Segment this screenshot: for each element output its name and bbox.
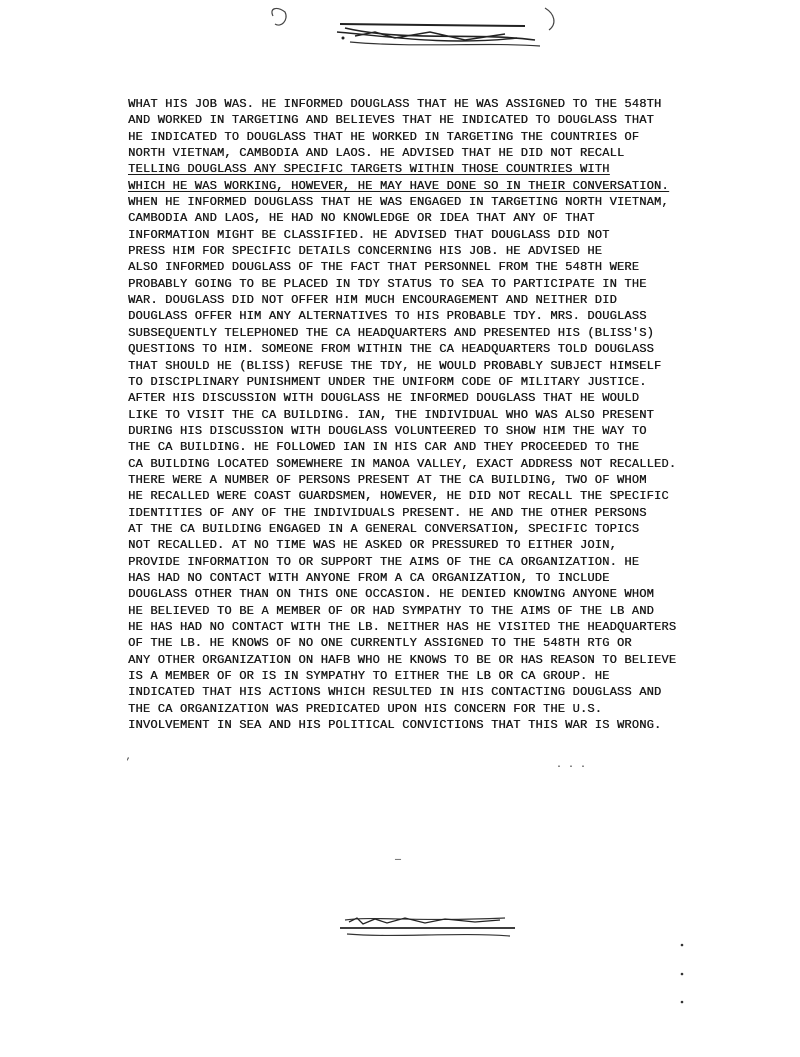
text-line: HE RECALLED WERE COAST GUARDSMEN, HOWEVER, HE DID NOT RECALL THE SPECIFIC [128,489,669,504]
text-line: AFTER HIS DISCUSSION WITH DOUGLASS HE INFORMED DOUGLASS THAT HE WOULD [128,391,640,406]
text-line: DOUGLASS OFFER HIM ANY ALTERNATIVES TO HIS PROBABLE TDY. MRS. DOUGLASS [128,309,647,324]
text-line: NOT RECALLED. AT NO TIME WAS HE ASKED OR PRESSURED TO EITHER JOIN, [128,538,617,553]
text-line: THERE WERE A NUMBER OF PERSONS PRESENT AT THE CA BUILDING, TWO OF WHOM [128,472,647,487]
text-line: WHAT HIS JOB WAS. HE INFORMED DOUGLASS THAT HE WAS ASSIGNED TO THE 548TH [128,97,662,111]
text-line: QUESTIONS TO HIM. SOMEONE FROM WITHIN THE CA HEADQUARTERS TOLD DOUGLASS [128,342,654,357]
body-text [128,96,748,733]
text-line-underlined: TELLING DOUGLASS ANY SPECIFIC TARGETS WITHIN THOSE COUNTRIES WITH [128,162,610,177]
text-line: INDICATED THAT HIS ACTIONS WHICH RESULTED IN HIS CONTACTING DOUGLASS AND [128,685,662,700]
text-line: CA BUILDING LOCATED SOMEWHERE IN MANOA VALLEY, EXACT ADDRESS NOT RECALLED. [128,456,677,471]
text-line: NORTH VIETNAM, CAMBODIA AND LAOS. HE ADVISED THAT HE DID NOT RECALL [128,146,625,161]
text-line: OF THE LB. HE KNOWS OF NO ONE CURRENTLY ASSIGNED TO THE 548TH RTG OR [128,636,632,651]
text-line: INFORMATION MIGHT BE CLASSIFIED. HE ADVISED THAT DOUGLASS DID NOT [128,227,610,242]
text-line: PRESS HIM FOR SPECIFIC DETAILS CONCERNING HIS JOB. HE ADVISED HE [128,244,603,259]
text-line: AND WORKED IN TARGETING AND BELIEVES THAT HE INDICATED TO DOUGLASS THAT [128,113,654,128]
text-line: DOUGLASS OTHER THAN ON THIS ONE OCCASION. HE DENIED KNOWING ANYONE WHOM [128,587,654,602]
text-line: ANY OTHER ORGANIZATION ON HAFB WHO HE KNOWS TO BE OR HAS REASON TO BELIEVE [128,652,677,667]
text-line: INVOLVEMENT IN SEA AND HIS POLITICAL CONVICTIONS THAT THIS WAR IS WRONG. [128,718,662,733]
stray-mark: . . . [556,760,587,771]
stray-mark: ’ [125,758,132,769]
text-line: SUBSEQUENTLY TELEPHONED THE CA HEADQUARTERS AND PRESENTED HIS (BLISS'S) [128,325,654,340]
text-line: HAS HAD NO CONTACT WITH ANYONE FROM A CA ORGANIZATION, TO INCLUDE [128,570,610,585]
text-line: PROBABLY GOING TO BE PLACED IN TDY STATUS TO SEA TO PARTICIPATE IN THE [128,276,647,291]
text-line: PROVIDE INFORMATION TO OR SUPPORT THE AIMS OF THE CA ORGANIZATION. HE [128,554,640,569]
top-redaction-scribble [255,2,575,72]
text-line: WHEN HE INFORMED DOUGLASS THAT HE WAS ENGAGED IN TARGETING NORTH VIETNAM, [128,195,669,210]
text-line: THE CA ORGANIZATION WAS PREDICATED UPON HIS CONCERN FOR THE U.S. [128,701,603,716]
text-line: HE BELIEVED TO BE A MEMBER OF OR HAD SYMPATHY TO THE AIMS OF THE LB AND [128,603,654,618]
text-line: HE HAS HAD NO CONTACT WITH THE LB. NEITHER HAS HE VISITED THE HEADQUARTERS [128,620,677,634]
text-line: ALSO INFORMED DOUGLASS OF THE FACT THAT PERSONNEL FROM THE 548TH WERE [128,260,640,275]
text-line: THE CA BUILDING. HE FOLLOWED IAN IN HIS CAR AND THEY PROCEEDED TO THE [128,440,640,455]
text-line: HE INDICATED TO DOUGLASS THAT HE WORKED IN TARGETING THE COUNTRIES OF [128,129,640,144]
stray-mark: — [395,855,402,866]
text-line: WAR. DOUGLASS DID NOT OFFER HIM MUCH ENCOURAGEMENT AND NEITHER DID [128,293,617,308]
text-line: AT THE CA BUILDING ENGAGED IN A GENERAL CONVERSATION, SPECIFIC TOPICS [128,521,640,536]
text-line: THAT SHOULD HE (BLISS) REFUSE THE TDY, HE WOULD PROBABLY SUBJECT HIMSELF [128,358,662,373]
text-line-underlined: WHICH HE WAS WORKING, HOWEVER, HE MAY HAVE DONE SO IN THEIR CONVERSATION. [128,178,669,193]
margin-dots [676,940,688,1020]
text-line: TO DISCIPLINARY PUNISHMENT UNDER THE UNIFORM CODE OF MILITARY JUSTICE. [128,374,647,389]
text-line: CAMBODIA AND LAOS, HE HAD NO KNOWLEDGE OR IDEA THAT ANY OF THAT [128,211,595,226]
text-line: LIKE TO VISIT THE CA BUILDING. IAN, THE INDIVIDUAL WHO WAS ALSO PRESENT [128,407,654,422]
text-line: IS A MEMBER OF OR IS IN SYMPATHY TO EITHER THE LB OR CA GROUP. HE [128,669,610,684]
bottom-redaction-scribble [335,912,520,944]
text-line: DURING HIS DISCUSSION WITH DOUGLASS VOLUNTEERED TO SHOW HIM THE WAY TO [128,423,647,438]
text-line: IDENTITIES OF ANY OF THE INDIVIDUALS PRESENT. HE AND THE OTHER PERSONS [128,505,647,520]
